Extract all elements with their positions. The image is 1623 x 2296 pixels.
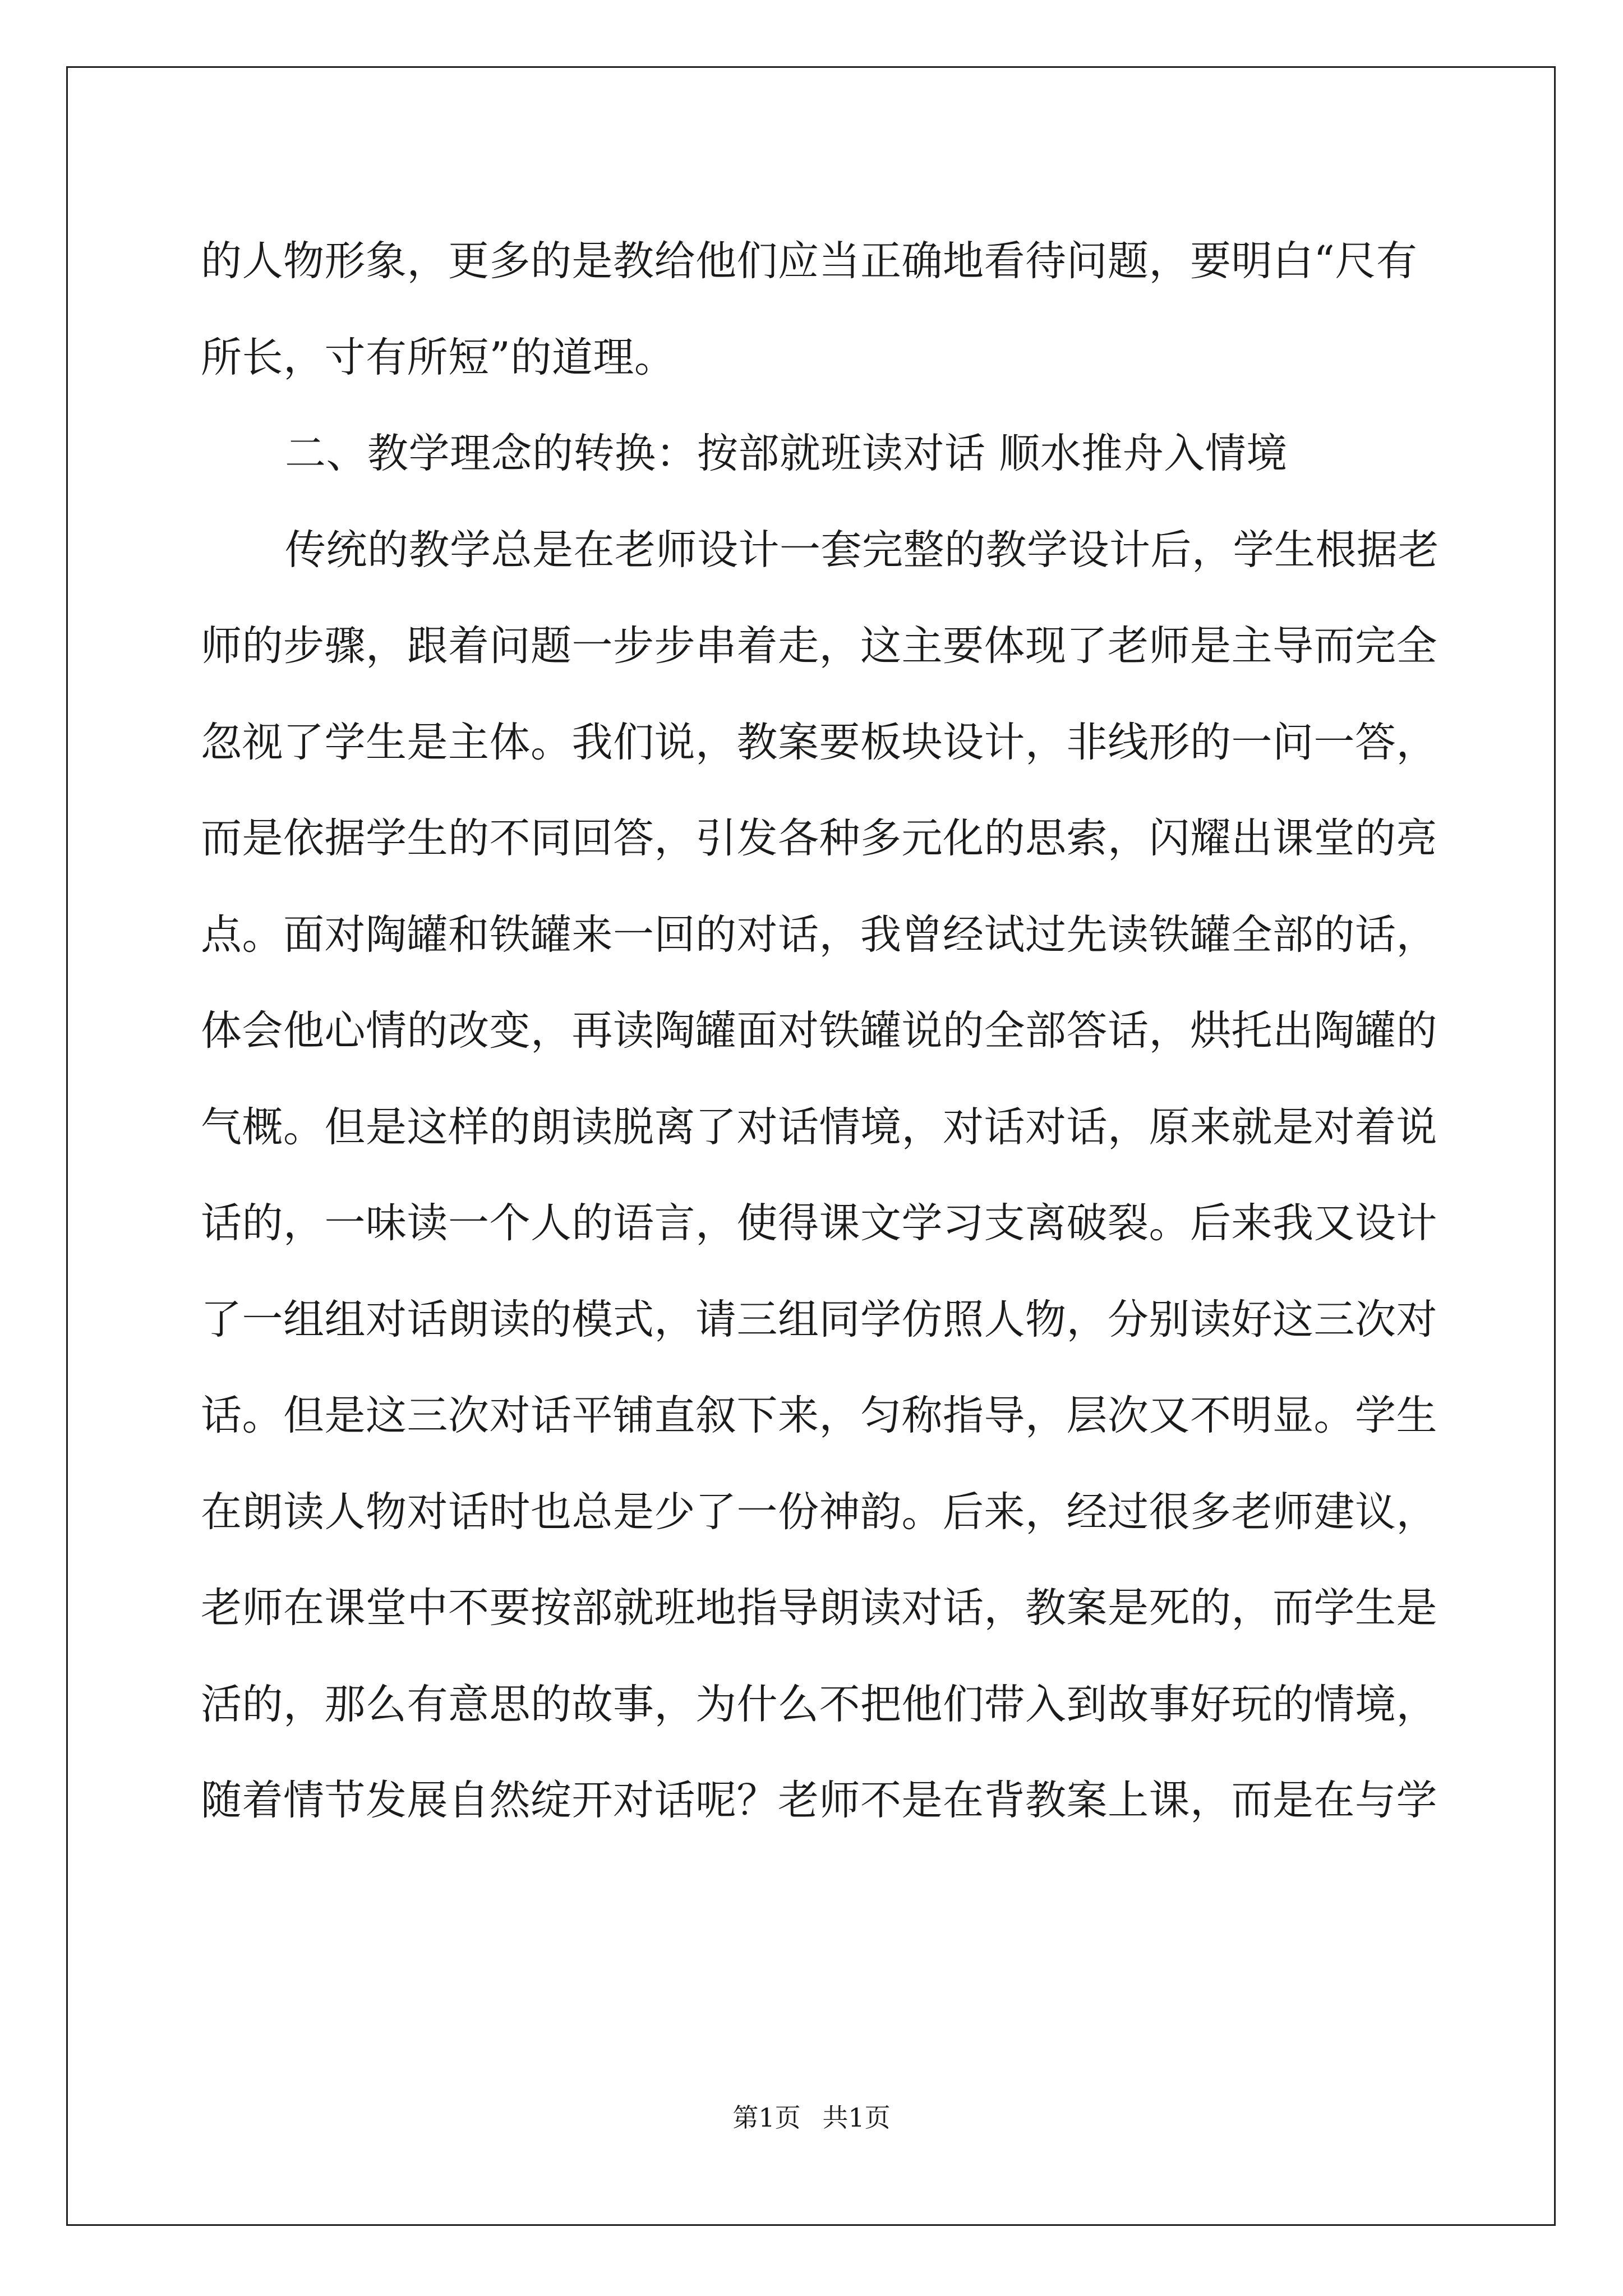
document-body: [201, 213, 1439, 1849]
text-line: 老师在课堂中不要按部就班地指导朗读对话，教案是死的，而学生是: [201, 1584, 1437, 1632]
section-heading: 二、教学理念的转换：按部就班读对话 顺水推舟入情境: [285, 430, 1288, 477]
text-line: 气概。但是这样的朗读脱离了对话情境，对话对话，原来就是对着说: [201, 1103, 1437, 1151]
text-line: 忽视了学生是主体。我们说，教案要板块设计，非线形的一问一答，: [201, 718, 1437, 766]
text-line: 话。但是这三次对话平铺直叙下来，匀称指导，层次又不明显。学生: [201, 1392, 1437, 1439]
page-number-current: 第1页: [732, 2102, 801, 2133]
text-line: 而是依据学生的不同回答，引发各种多元化的思索，闪耀出课堂的亮: [201, 815, 1437, 862]
text-line: 的人物形象，更多的是教给他们应当正确地看待问题，要明白“尺有: [201, 237, 1418, 285]
text-line: 点。面对陶罐和铁罐来一回的对话，我曾经试过先读铁罐全部的话，: [201, 910, 1437, 959]
page-number-total: 共1页: [822, 2102, 891, 2133]
text-line: 所长，寸有所短”的道理。: [201, 333, 676, 381]
paragraph-first-line: 传统的教学总是在老师设计一套完整的教学设计后，学生根据老: [285, 526, 1439, 574]
text-line: 话的，一味读一个人的语言，使得课文学习支离破裂。后来我又设计: [201, 1199, 1437, 1247]
text-line: 随着情节发展自然绽开对话呢？老师不是在背教案上课，而是在与学: [201, 1777, 1437, 1824]
text-line: 在朗读人物对话时也总是少了一份神韵。后来，经过很多老师建议，: [201, 1488, 1437, 1536]
text-line: 体会他心情的改变，再读陶罐面对铁罐说的全部答话，烘托出陶罐的: [201, 1007, 1437, 1055]
text-line: 活的，那么有意思的故事，为什么不把他们带入到故事好玩的情境，: [201, 1680, 1437, 1728]
page-footer: [0, 2101, 1623, 2134]
text-line: 师的步骤，跟着问题一步步串着走，这主要体现了老师是主导而完全: [201, 622, 1437, 670]
text-line: 了一组组对话朗读的模式，请三组同学仿照人物，分别读好这三次对: [201, 1295, 1437, 1343]
